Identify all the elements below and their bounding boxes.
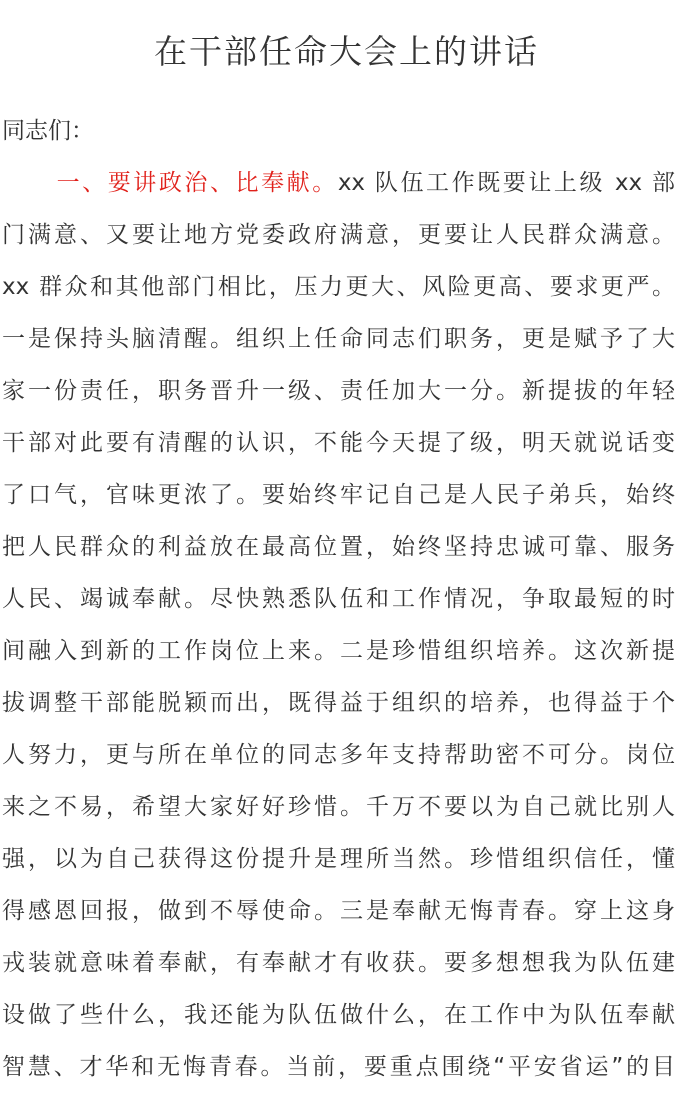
body-line-7: 了口气，官味更浓了。要始终牢记自己是人民子弟兵，始终	[2, 482, 675, 508]
body-line-2: 门满意、又要让地方党委政府满意，更要让人民群众满意。	[2, 222, 675, 248]
body-line-12: 人努力，更与所在单位的同志多年支持帮助密不可分。岗位	[2, 742, 675, 768]
body-line-9: 人民、竭诚奉献。尽快熟悉队伍和工作情况，争取最短的时	[2, 586, 675, 612]
body-line-3: xx 群众和其他部门相比，压力更大、风险更高、要求更严。	[2, 274, 675, 300]
body-line-6: 干部对此要有清醒的认识，不能今天提了级，明天就说话变	[2, 430, 675, 456]
salutation: 同志们：	[2, 118, 94, 144]
body-line-18: 智慧、才华和无悔青春。当前，要重点围绕“平安省运”的目	[2, 1054, 675, 1080]
body-line-15: 得感恩回报，做到不辱使命。三是奉献无悔青春。穿上这身	[2, 898, 675, 924]
body-line-5: 家一份责任，职务晋升一级、责任加大一分。新提拔的年轻	[2, 378, 675, 404]
body-line-4: 一是保持头脑清醒。组织上任命同志们职务，更是赋予了大	[2, 326, 675, 352]
document-title: 在干部任命大会上的讲话	[154, 32, 539, 71]
section-heading: 一、要讲政治、比奉献。	[54, 170, 338, 196]
body-line-8: 把人民群众的利益放在最高位置，始终坚持忠诚可靠、服务	[2, 534, 675, 560]
body-line-13: 来之不易，希望大家好好珍惜。千万不要以为自己就比别人	[2, 794, 675, 820]
body-line-16: 戎装就意味着奉献，有奉献才有收获。要多想想我为队伍建	[2, 950, 675, 976]
document-body	[2, 105, 675, 1093]
body-line-11: 拔调整干部能脱颖而出，既得益于组织的培养，也得益于个	[2, 690, 675, 716]
body-line-14: 强，以为自己获得这份提升是理所当然。珍惜组织信任，懂	[2, 846, 675, 872]
body-line-10: 间融入到新的工作岗位上来。二是珍惜组织培养。这次新提	[2, 638, 675, 664]
body-line-17: 设做了些什么，我还能为队伍做什么，在工作中为队伍奉献	[2, 1002, 675, 1028]
body-line-1-text: xx 队伍工作既要让上级 xx 部	[337, 170, 675, 196]
body-line-1	[2, 157, 675, 209]
